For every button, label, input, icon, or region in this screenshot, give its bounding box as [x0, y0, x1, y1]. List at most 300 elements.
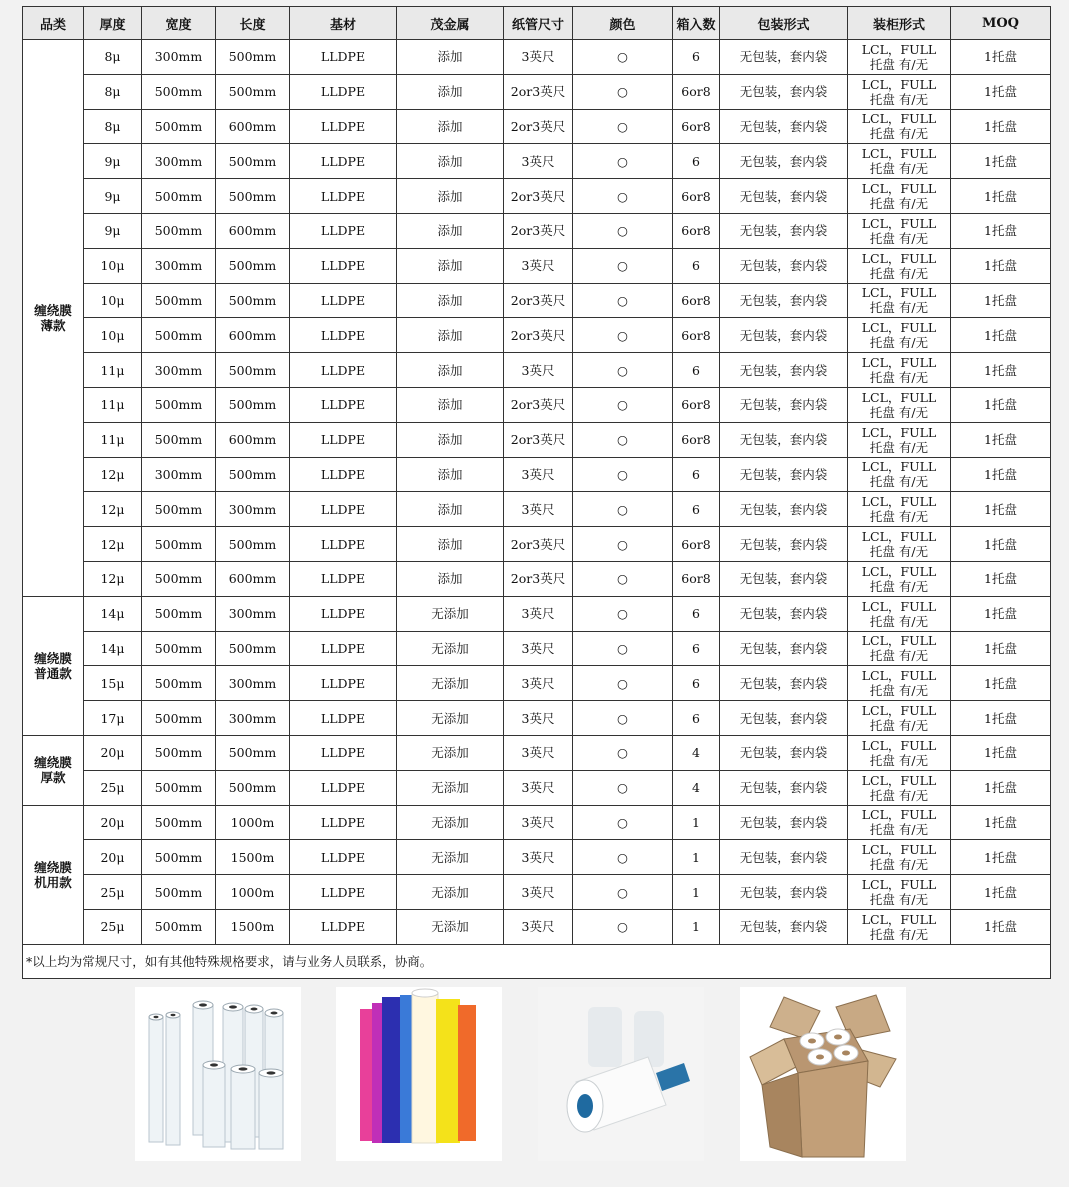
category-cell [23, 596, 84, 735]
container-line: LCL，FULL [861, 459, 937, 475]
container-line: 托盘 有/无 [869, 56, 929, 72]
material-cell: LLDPE [290, 457, 397, 492]
moq-cell: 1托盘 [951, 353, 1051, 388]
length-cell: 600mm [216, 422, 290, 457]
container-cell [848, 840, 951, 875]
container-cell [848, 353, 951, 388]
moq-cell: 1托盘 [951, 527, 1051, 562]
header-color: 颜色 [573, 7, 673, 40]
container-line: 托盘 有/无 [869, 718, 929, 734]
moq-cell: 1托盘 [951, 387, 1051, 422]
core-cell: 3英尺 [504, 248, 573, 283]
moq-cell: 1托盘 [951, 492, 1051, 527]
table-row [23, 422, 1051, 457]
metallocene-cell: 无添加 [397, 840, 504, 875]
container-line: LCL，FULL [861, 494, 937, 510]
color-cell: ○ [573, 457, 673, 492]
container-cell [848, 422, 951, 457]
container-line: LCL，FULL [861, 389, 937, 405]
width-cell: 500mm [142, 770, 216, 805]
width-cell: 500mm [142, 805, 216, 840]
packaging-cell: 无包装，套内袋 [720, 561, 848, 596]
color-cell: ○ [573, 909, 673, 944]
thickness-cell: 10μ [84, 283, 142, 318]
container-cell [848, 770, 951, 805]
width-cell: 500mm [142, 318, 216, 353]
metallocene-cell: 无添加 [397, 875, 504, 910]
container-cell [848, 179, 951, 214]
material-cell: LLDPE [290, 248, 397, 283]
container-cell [848, 213, 951, 248]
thickness-cell: 17μ [84, 701, 142, 736]
core-cell: 3英尺 [504, 701, 573, 736]
container-line: 托盘 有/无 [869, 265, 929, 281]
moq-cell: 1托盘 [951, 735, 1051, 770]
container-line: 托盘 有/无 [869, 474, 929, 490]
width-cell: 500mm [142, 492, 216, 527]
color-cell: ○ [573, 353, 673, 388]
table-row [23, 40, 1051, 75]
material-cell: LLDPE [290, 909, 397, 944]
category-label: 薄款 [40, 317, 66, 333]
packaging-cell: 无包装，套内袋 [720, 457, 848, 492]
core-cell: 2or3英尺 [504, 422, 573, 457]
header-container: 装柜形式 [848, 7, 951, 40]
moq-cell: 1托盘 [951, 875, 1051, 910]
color-cell: ○ [573, 631, 673, 666]
core-cell: 3英尺 [504, 805, 573, 840]
material-cell: LLDPE [290, 144, 397, 179]
color-cell: ○ [573, 74, 673, 109]
packaging-cell: 无包装，套内袋 [720, 770, 848, 805]
container-line: LCL，FULL [861, 529, 937, 545]
container-cell [848, 805, 951, 840]
container-line: 托盘 有/无 [869, 752, 929, 768]
metallocene-cell: 添加 [397, 353, 504, 388]
material-cell: LLDPE [290, 875, 397, 910]
per-box-cell: 6or8 [673, 109, 720, 144]
per-box-cell: 6or8 [673, 387, 720, 422]
length-cell: 1000m [216, 805, 290, 840]
container-line: 托盘 有/无 [869, 161, 929, 177]
metallocene-cell: 添加 [397, 248, 504, 283]
container-line: 托盘 有/无 [869, 578, 929, 594]
container-line: LCL，FULL [861, 111, 937, 127]
table-row [23, 109, 1051, 144]
per-box-cell: 6or8 [673, 318, 720, 353]
width-cell: 500mm [142, 735, 216, 770]
container-cell [848, 735, 951, 770]
length-cell: 500mm [216, 283, 290, 318]
container-line: LCL，FULL [861, 181, 937, 197]
moq-cell: 1托盘 [951, 666, 1051, 701]
container-cell [848, 701, 951, 736]
core-cell: 3英尺 [504, 353, 573, 388]
length-cell: 1000m [216, 875, 290, 910]
container-line: LCL，FULL [861, 807, 937, 823]
width-cell: 500mm [142, 109, 216, 144]
per-box-cell: 1 [673, 875, 720, 910]
length-cell: 500mm [216, 248, 290, 283]
width-cell: 500mm [142, 527, 216, 562]
container-line: LCL，FULL [861, 737, 937, 753]
metallocene-cell: 添加 [397, 213, 504, 248]
container-cell [848, 909, 951, 944]
metallocene-cell: 添加 [397, 492, 504, 527]
container-line: 托盘 有/无 [869, 892, 929, 908]
metallocene-cell: 无添加 [397, 596, 504, 631]
container-line: LCL，FULL [861, 877, 937, 893]
color-cell: ○ [573, 735, 673, 770]
packaging-cell: 无包装，套内袋 [720, 631, 848, 666]
width-cell: 500mm [142, 179, 216, 214]
core-cell: 2or3英尺 [504, 109, 573, 144]
table-row [23, 840, 1051, 875]
spec-table [22, 6, 1051, 979]
metallocene-cell: 无添加 [397, 735, 504, 770]
table-row [23, 74, 1051, 109]
material-cell: LLDPE [290, 735, 397, 770]
material-cell: LLDPE [290, 770, 397, 805]
packaging-cell: 无包装，套内袋 [720, 213, 848, 248]
metallocene-cell: 添加 [397, 527, 504, 562]
thickness-cell: 15μ [84, 666, 142, 701]
container-cell [848, 283, 951, 318]
length-cell: 500mm [216, 735, 290, 770]
container-line: 托盘 有/无 [869, 544, 929, 560]
color-cell: ○ [573, 422, 673, 457]
packaging-cell: 无包装，套内袋 [720, 840, 848, 875]
packaging-cell: 无包装，套内袋 [720, 248, 848, 283]
header-packaging: 包装形式 [720, 7, 848, 40]
container-line: 托盘 有/无 [869, 404, 929, 420]
material-cell: LLDPE [290, 596, 397, 631]
core-cell: 3英尺 [504, 875, 573, 910]
thickness-cell: 14μ [84, 631, 142, 666]
metallocene-cell: 添加 [397, 387, 504, 422]
category-label: 缠绕膜 [34, 859, 72, 875]
per-box-cell: 6 [673, 144, 720, 179]
width-cell: 500mm [142, 631, 216, 666]
per-box-cell: 4 [673, 770, 720, 805]
container-line: LCL，FULL [861, 563, 937, 579]
width-cell: 500mm [142, 213, 216, 248]
core-cell: 3英尺 [504, 735, 573, 770]
material-cell: LLDPE [290, 840, 397, 875]
container-line: 托盘 有/无 [869, 439, 929, 455]
width-cell: 500mm [142, 387, 216, 422]
width-cell: 500mm [142, 596, 216, 631]
per-box-cell: 6or8 [673, 213, 720, 248]
container-line: LCL，FULL [861, 911, 937, 927]
material-cell: LLDPE [290, 492, 397, 527]
packaging-cell: 无包装，套内袋 [720, 596, 848, 631]
category-cell [23, 735, 84, 805]
color-cell: ○ [573, 387, 673, 422]
table-row [23, 666, 1051, 701]
metallocene-cell: 无添加 [397, 805, 504, 840]
thickness-cell: 9μ [84, 213, 142, 248]
core-cell: 3英尺 [504, 492, 573, 527]
colored-rolls-image [336, 987, 502, 1161]
packaging-cell: 无包装，套内袋 [720, 283, 848, 318]
per-box-cell: 6 [673, 353, 720, 388]
container-line: LCL，FULL [861, 668, 937, 684]
table-row [23, 631, 1051, 666]
container-line: LCL，FULL [861, 633, 937, 649]
color-cell: ○ [573, 596, 673, 631]
core-cell: 3英尺 [504, 909, 573, 944]
material-cell: LLDPE [290, 283, 397, 318]
header-thickness: 厚度 [84, 7, 142, 40]
material-cell: LLDPE [290, 213, 397, 248]
length-cell: 300mm [216, 666, 290, 701]
container-line: 托盘 有/无 [869, 300, 929, 316]
packaging-cell: 无包装，套内袋 [720, 40, 848, 75]
metallocene-cell: 添加 [397, 144, 504, 179]
per-box-cell: 6or8 [673, 179, 720, 214]
packaging-cell: 无包装，套内袋 [720, 492, 848, 527]
packaging-cell: 无包装，套内袋 [720, 735, 848, 770]
moq-cell: 1托盘 [951, 805, 1051, 840]
length-cell: 500mm [216, 144, 290, 179]
thickness-cell: 25μ [84, 875, 142, 910]
moq-cell: 1托盘 [951, 770, 1051, 805]
metallocene-cell: 添加 [397, 318, 504, 353]
material-cell: LLDPE [290, 561, 397, 596]
thickness-cell: 20μ [84, 805, 142, 840]
core-cell: 2or3英尺 [504, 318, 573, 353]
thickness-cell: 8μ [84, 40, 142, 75]
packaging-cell: 无包装，套内袋 [720, 422, 848, 457]
core-cell: 2or3英尺 [504, 179, 573, 214]
container-line: LCL，FULL [861, 772, 937, 788]
material-cell: LLDPE [290, 353, 397, 388]
container-line: LCL，FULL [861, 76, 937, 92]
per-box-cell: 6 [673, 248, 720, 283]
container-cell [848, 387, 951, 422]
length-cell: 500mm [216, 527, 290, 562]
note-row [23, 944, 1051, 978]
per-box-cell: 6or8 [673, 561, 720, 596]
width-cell: 300mm [142, 457, 216, 492]
width-cell: 300mm [142, 40, 216, 75]
core-cell: 3英尺 [504, 40, 573, 75]
length-cell: 300mm [216, 701, 290, 736]
header-material: 基材 [290, 7, 397, 40]
container-line: 托盘 有/无 [869, 787, 929, 803]
header-metallocene: 茂金属 [397, 7, 504, 40]
length-cell: 600mm [216, 561, 290, 596]
table-row [23, 387, 1051, 422]
core-cell: 3英尺 [504, 666, 573, 701]
width-cell: 300mm [142, 353, 216, 388]
table-row [23, 457, 1051, 492]
metallocene-cell: 添加 [397, 74, 504, 109]
color-cell: ○ [573, 666, 673, 701]
color-cell: ○ [573, 492, 673, 527]
clear-rolls-image [135, 987, 301, 1161]
container-cell [848, 492, 951, 527]
material-cell: LLDPE [290, 109, 397, 144]
header-moq: MOQ [951, 7, 1051, 40]
core-cell: 3英尺 [504, 770, 573, 805]
thickness-cell: 20μ [84, 840, 142, 875]
moq-cell: 1托盘 [951, 283, 1051, 318]
table-row [23, 701, 1051, 736]
per-box-cell: 6 [673, 40, 720, 75]
container-line: LCL，FULL [861, 598, 937, 614]
core-cell: 2or3英尺 [504, 74, 573, 109]
hand-roll-photo [538, 987, 704, 1161]
container-cell [848, 144, 951, 179]
length-cell: 500mm [216, 631, 290, 666]
color-cell: ○ [573, 561, 673, 596]
container-line: LCL，FULL [861, 250, 937, 266]
metallocene-cell: 添加 [397, 40, 504, 75]
color-cell: ○ [573, 840, 673, 875]
packaging-cell: 无包装，套内袋 [720, 179, 848, 214]
table-row [23, 144, 1051, 179]
per-box-cell: 4 [673, 735, 720, 770]
thickness-cell: 11μ [84, 422, 142, 457]
moq-cell: 1托盘 [951, 840, 1051, 875]
length-cell: 300mm [216, 492, 290, 527]
clear-rolls-photo [135, 987, 301, 1161]
container-line: 托盘 有/无 [869, 822, 929, 838]
color-cell: ○ [573, 40, 673, 75]
length-cell: 600mm [216, 318, 290, 353]
container-line: LCL，FULL [861, 355, 937, 371]
core-cell: 2or3英尺 [504, 283, 573, 318]
width-cell: 300mm [142, 144, 216, 179]
metallocene-cell: 添加 [397, 422, 504, 457]
thickness-cell: 14μ [84, 596, 142, 631]
table-row [23, 213, 1051, 248]
length-cell: 500mm [216, 387, 290, 422]
container-line: 托盘 有/无 [869, 857, 929, 873]
category-label: 厚款 [40, 770, 66, 786]
metallocene-cell: 添加 [397, 109, 504, 144]
length-cell: 500mm [216, 457, 290, 492]
moq-cell: 1托盘 [951, 457, 1051, 492]
length-cell: 300mm [216, 596, 290, 631]
container-line: LCL，FULL [861, 146, 937, 162]
core-cell: 3英尺 [504, 631, 573, 666]
color-cell: ○ [573, 179, 673, 214]
core-cell: 3英尺 [504, 457, 573, 492]
packaging-cell: 无包装，套内袋 [720, 527, 848, 562]
container-line: 托盘 有/无 [869, 196, 929, 212]
table-row [23, 770, 1051, 805]
core-cell: 2or3英尺 [504, 213, 573, 248]
material-cell: LLDPE [290, 74, 397, 109]
metallocene-cell: 添加 [397, 283, 504, 318]
color-cell: ○ [573, 527, 673, 562]
length-cell: 1500m [216, 909, 290, 944]
container-cell [848, 40, 951, 75]
color-cell: ○ [573, 213, 673, 248]
thickness-cell: 10μ [84, 318, 142, 353]
thickness-cell: 10μ [84, 248, 142, 283]
category-label: 缠绕膜 [34, 302, 72, 318]
boxed-rolls-photo [740, 987, 906, 1161]
header-per-box: 箱入数 [673, 7, 720, 40]
table-row [23, 596, 1051, 631]
container-cell [848, 596, 951, 631]
container-line: 托盘 有/无 [869, 335, 929, 351]
per-box-cell: 6or8 [673, 283, 720, 318]
header-length: 长度 [216, 7, 290, 40]
container-cell [848, 74, 951, 109]
per-box-cell: 1 [673, 805, 720, 840]
packaging-cell: 无包装，套内袋 [720, 109, 848, 144]
header-width: 宽度 [142, 7, 216, 40]
material-cell: LLDPE [290, 40, 397, 75]
moq-cell: 1托盘 [951, 40, 1051, 75]
container-cell [848, 248, 951, 283]
container-line: LCL，FULL [861, 424, 937, 440]
color-cell: ○ [573, 770, 673, 805]
moq-cell: 1托盘 [951, 701, 1051, 736]
header-category: 品类 [23, 7, 84, 40]
boxed-rolls-image [740, 987, 906, 1161]
table-row [23, 283, 1051, 318]
table-row [23, 353, 1051, 388]
length-cell: 500mm [216, 770, 290, 805]
per-box-cell: 6 [673, 631, 720, 666]
material-cell: LLDPE [290, 387, 397, 422]
container-line: 托盘 有/无 [869, 230, 929, 246]
packaging-cell: 无包装，套内袋 [720, 909, 848, 944]
material-cell: LLDPE [290, 422, 397, 457]
width-cell: 500mm [142, 283, 216, 318]
material-cell: LLDPE [290, 179, 397, 214]
thickness-cell: 11μ [84, 387, 142, 422]
packaging-cell: 无包装，套内袋 [720, 666, 848, 701]
moq-cell: 1托盘 [951, 213, 1051, 248]
table-row [23, 805, 1051, 840]
thickness-cell: 12μ [84, 527, 142, 562]
container-cell [848, 631, 951, 666]
thickness-cell: 11μ [84, 353, 142, 388]
per-box-cell: 6or8 [673, 74, 720, 109]
width-cell: 500mm [142, 74, 216, 109]
packaging-cell: 无包装，套内袋 [720, 144, 848, 179]
packaging-cell: 无包装，套内袋 [720, 353, 848, 388]
thickness-cell: 12μ [84, 561, 142, 596]
color-cell: ○ [573, 144, 673, 179]
material-cell: LLDPE [290, 666, 397, 701]
moq-cell: 1托盘 [951, 318, 1051, 353]
category-label: 机用款 [34, 874, 72, 890]
table-row [23, 561, 1051, 596]
length-cell: 500mm [216, 74, 290, 109]
packaging-cell: 无包装，套内袋 [720, 805, 848, 840]
material-cell: LLDPE [290, 318, 397, 353]
per-box-cell: 6 [673, 492, 720, 527]
packaging-cell: 无包装，套内袋 [720, 74, 848, 109]
per-box-cell: 6 [673, 457, 720, 492]
container-line: 托盘 有/无 [869, 91, 929, 107]
container-cell [848, 457, 951, 492]
container-line: LCL，FULL [861, 842, 937, 858]
container-cell [848, 561, 951, 596]
table-body [23, 40, 1051, 979]
metallocene-cell: 添加 [397, 179, 504, 214]
thickness-cell: 9μ [84, 179, 142, 214]
container-cell [848, 318, 951, 353]
